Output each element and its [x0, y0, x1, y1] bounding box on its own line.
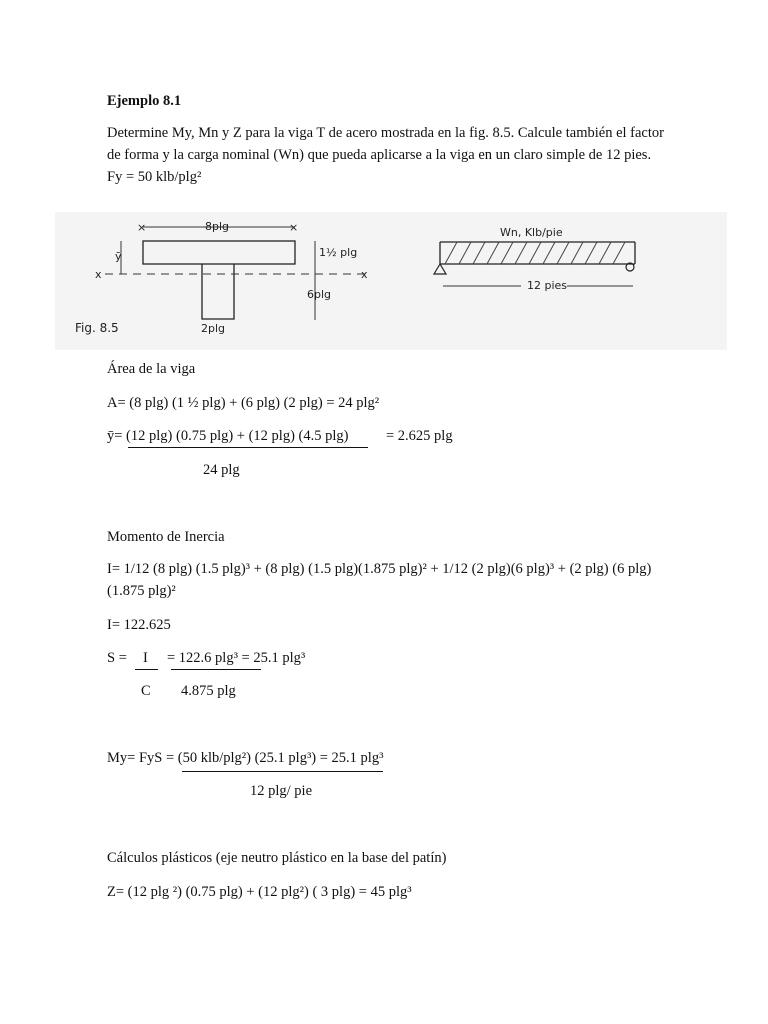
area-equation: A= (8 plg) (1 ½ plg) + (6 plg) (2 plg) = 24 plg² [107, 395, 380, 411]
flange-thickness-label: 1½ plg [319, 246, 358, 259]
plastic-heading: Cálculos plásticos (eje neutro plástico en la base del patín) [107, 850, 447, 866]
ybar-numerator: ȳ= (12 plg) (0.75 plg) + (12 plg) (4.5 plg) [107, 428, 349, 444]
figure-drawing [55, 212, 727, 350]
s-fraction-bar-1 [135, 669, 158, 670]
inertia-heading: Momento de Inercia [107, 529, 225, 545]
example-title: Ejemplo 8.1 [107, 93, 182, 109]
ybar-fraction-bar [128, 447, 368, 448]
section-modulus-result: = 122.6 plg³ = 25.1 plg³ [167, 650, 306, 666]
flange-width-label: 8plg [205, 220, 230, 233]
section-modulus-denominator-c: C [141, 683, 151, 699]
section-modulus-numerator: I [143, 650, 148, 666]
inertia-value: I= 122.625 [107, 617, 171, 633]
web-width-label: 2plg [201, 322, 226, 335]
span-label: 12 pies [527, 279, 568, 292]
load-label: Wn, Klb/pie [500, 226, 563, 239]
problem-statement: Determine My, Mn y Z para la viga T de acero mostrada en la fig. 8.5. Calcule también el factor de forma y la carga nominal (Wn) que pueda aplicarse a la viga en un claro simple de 12 pies. Fy = 50 klb/plg² [107, 125, 664, 185]
ybar-result: = 2.625 plg [386, 428, 453, 444]
dim-tick-left: × [137, 221, 147, 234]
dim-tick-right: × [289, 221, 299, 234]
section-modulus-prefix: S = [107, 650, 127, 666]
ybar-denominator: 24 plg [203, 462, 240, 478]
axis-x-right: x [361, 268, 368, 281]
section-modulus-denominator: 4.875 plg [181, 683, 236, 699]
figure-8-5 [55, 212, 727, 350]
z-equation: Z= (12 plg ²) (0.75 plg) + (12 plg²) ( 3 plg) = 45 plg³ [107, 884, 412, 900]
axis-x-left: x [95, 268, 102, 281]
figure-background [55, 212, 727, 350]
my-equation: My= FyS = (50 klb/plg²) (25.1 plg³) = 25.1 plg³ [107, 750, 384, 766]
web-height-label: 6plg [307, 288, 332, 301]
ybar-label: ȳ [115, 250, 122, 263]
figure-caption: Fig. 8.5 [75, 321, 119, 335]
inertia-equation: I= 1/12 (8 plg) (1.5 plg)³ + (8 plg) (1.5 plg)(1.875 plg)² + 1/12 (2 plg)(6 plg)³ + (2 plg) (6 plg) (1.875 plg)² [107, 561, 652, 599]
my-denominator: 12 plg/ pie [250, 783, 313, 799]
area-heading: Área de la viga [107, 361, 196, 377]
my-fraction-bar [182, 771, 383, 772]
s-fraction-bar-2 [171, 669, 261, 670]
